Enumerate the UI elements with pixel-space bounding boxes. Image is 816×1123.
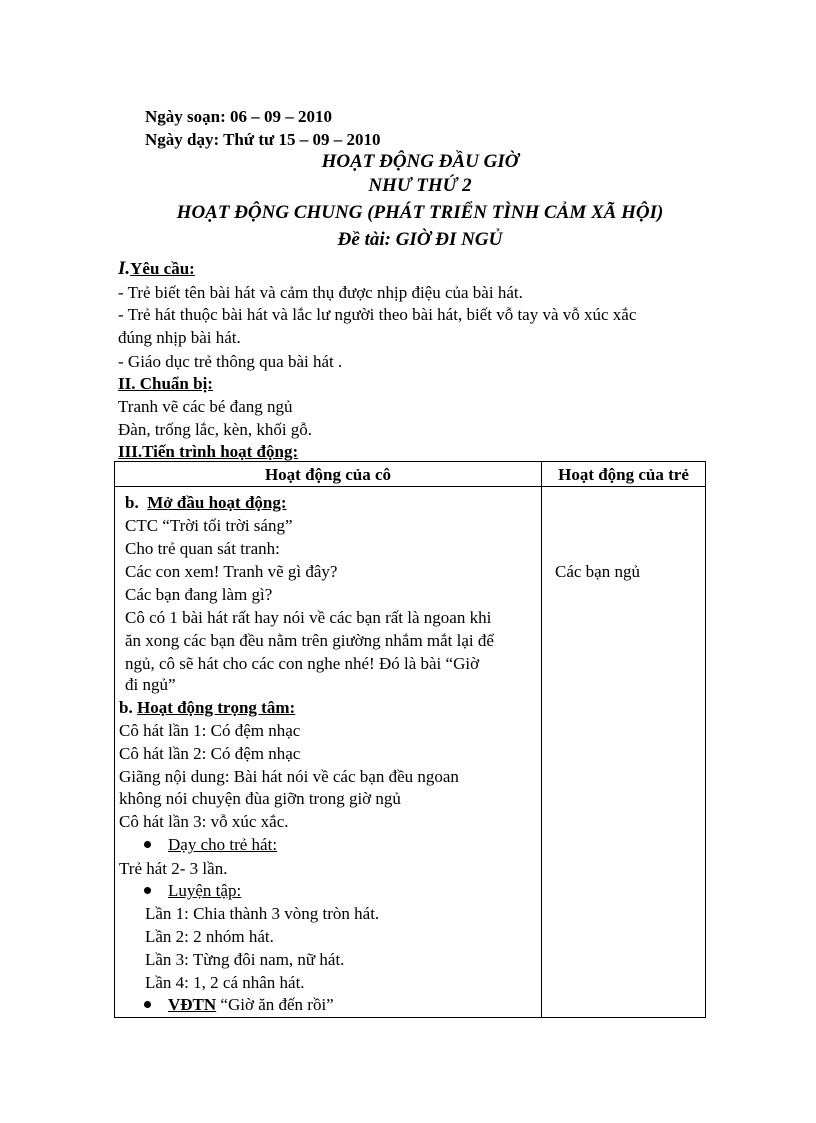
table-body-row: [115, 487, 706, 1018]
part-1-line: ngủ, cô sẽ hát cho các con nghe nhé! Đó là bài “Giờ: [125, 654, 480, 673]
section-1-roman: I.: [118, 258, 131, 279]
part-2-prefix: b.: [119, 698, 133, 717]
section-1-title: Yêu cầu:: [130, 259, 195, 278]
bullet-item-movement: [168, 993, 334, 1016]
bullet-icon: [144, 887, 151, 894]
bullet-item-practice: Luyện tập:: [168, 881, 242, 900]
title-line-4: Đề tài: GIỜ ĐI NGỦ: [337, 229, 503, 250]
section-2-heading: II. Chuẩn bị:: [118, 374, 213, 393]
part-1-line: CTC “Trời tối trời sáng”: [125, 516, 293, 535]
title-line-3: HOẠT ĐỘNG CHUNG (PHÁT TRIỂN TÌNH CẢM XÃ HỘI): [176, 202, 664, 223]
part-2-line: Cô hát lần 2: Có đệm nhạc: [119, 744, 301, 763]
part-2-title: Hoạt động trọng tâm:: [136, 698, 296, 717]
section-3-heading: III.Tiến trình hoạt động:: [118, 442, 299, 461]
teacher-activities-cell: [115, 487, 542, 1018]
part-2-heading: [119, 696, 295, 719]
section-2-line: Đàn, trống lắc, kèn, khối gỗ.: [118, 420, 313, 439]
movement-song: “Giờ ăn đến rồi”: [216, 995, 334, 1014]
prep-date: Ngày soạn: 06 – 09 – 2010: [145, 107, 333, 126]
section-2-line: Tranh vẽ các bé đang ngủ: [118, 397, 293, 416]
child-activities-cell: [542, 487, 706, 1018]
part-1-heading: [125, 491, 287, 514]
activity-table: [114, 461, 706, 1018]
child-answer: Các bạn ngủ: [555, 562, 640, 581]
teach-date: Ngày dạy: Thứ tư 15 – 09 – 2010: [145, 130, 381, 149]
practice-line: Lần 4: 1, 2 cá nhân hát.: [145, 973, 305, 992]
part-2-line: Cô hát lần 3: vỗ xúc xắc.: [119, 812, 289, 831]
part-2-line: không nói chuyện đùa giỡn trong giờ ngủ: [119, 789, 401, 808]
child-column-header: Hoạt động của trẻ: [542, 462, 706, 487]
title-line-1: HOẠT ĐỘNG ĐẦU GIỜ: [321, 151, 519, 172]
part-1-line: đi ngủ”: [125, 675, 176, 694]
part-1-line: ăn xong các bạn đều nằm trên giường nhắm mắt lại để: [125, 631, 494, 650]
section-1-line: - Trẻ hát thuộc bài hát và lắc lư người theo bài hát, biết vỗ tay và vỗ xúc xắc: [118, 305, 637, 324]
part-1-line: Các bạn đang làm gì?: [125, 585, 273, 604]
practice-line: Lần 2: 2 nhóm hát.: [145, 927, 274, 946]
bullet-icon: [144, 841, 151, 848]
section-1-line: đúng nhịp bài hát.: [118, 328, 241, 347]
part-1-title: Mở đầu hoạt động:: [147, 493, 287, 512]
section-1-line: - Trẻ biết tên bài hát và cảm thụ được nhịp điệu của bài hát.: [118, 283, 523, 302]
title-line-2: NHƯ THỨ 2: [368, 175, 472, 196]
practice-line: Lần 1: Chia thành 3 vòng tròn hát.: [145, 904, 380, 923]
bullet-icon: [144, 1001, 151, 1008]
teacher-column-header: Hoạt động của cô: [115, 462, 542, 487]
part-2-line: Cô hát lần 1: Có đệm nhạc: [119, 721, 301, 740]
section-1-heading: [118, 257, 195, 280]
part-1-line: Các con xem! Tranh vẽ gì đây?: [125, 562, 338, 581]
movement-label: VĐTN: [168, 995, 217, 1014]
practice-line: Lần 3: Từng đôi nam, nữ hát.: [145, 950, 345, 969]
table-header-row: [115, 462, 706, 487]
part-1-line: Cho trẻ quan sát tranh:: [125, 539, 280, 558]
part-1-prefix: b.: [125, 493, 139, 512]
teach-repeat-line: Trẻ hát 2- 3 lần.: [119, 859, 228, 878]
bullet-item-teach: Dạy cho trẻ hát:: [168, 835, 278, 854]
part-1-line: Cô có 1 bài hát rất hay nói về các bạn rất là ngoan khi: [125, 608, 492, 627]
section-1-line: - Giáo dục trẻ thông qua bài hát .: [118, 352, 343, 371]
part-2-line: Giãng nội dung: Bài hát nói về các bạn đều ngoan: [119, 767, 459, 786]
